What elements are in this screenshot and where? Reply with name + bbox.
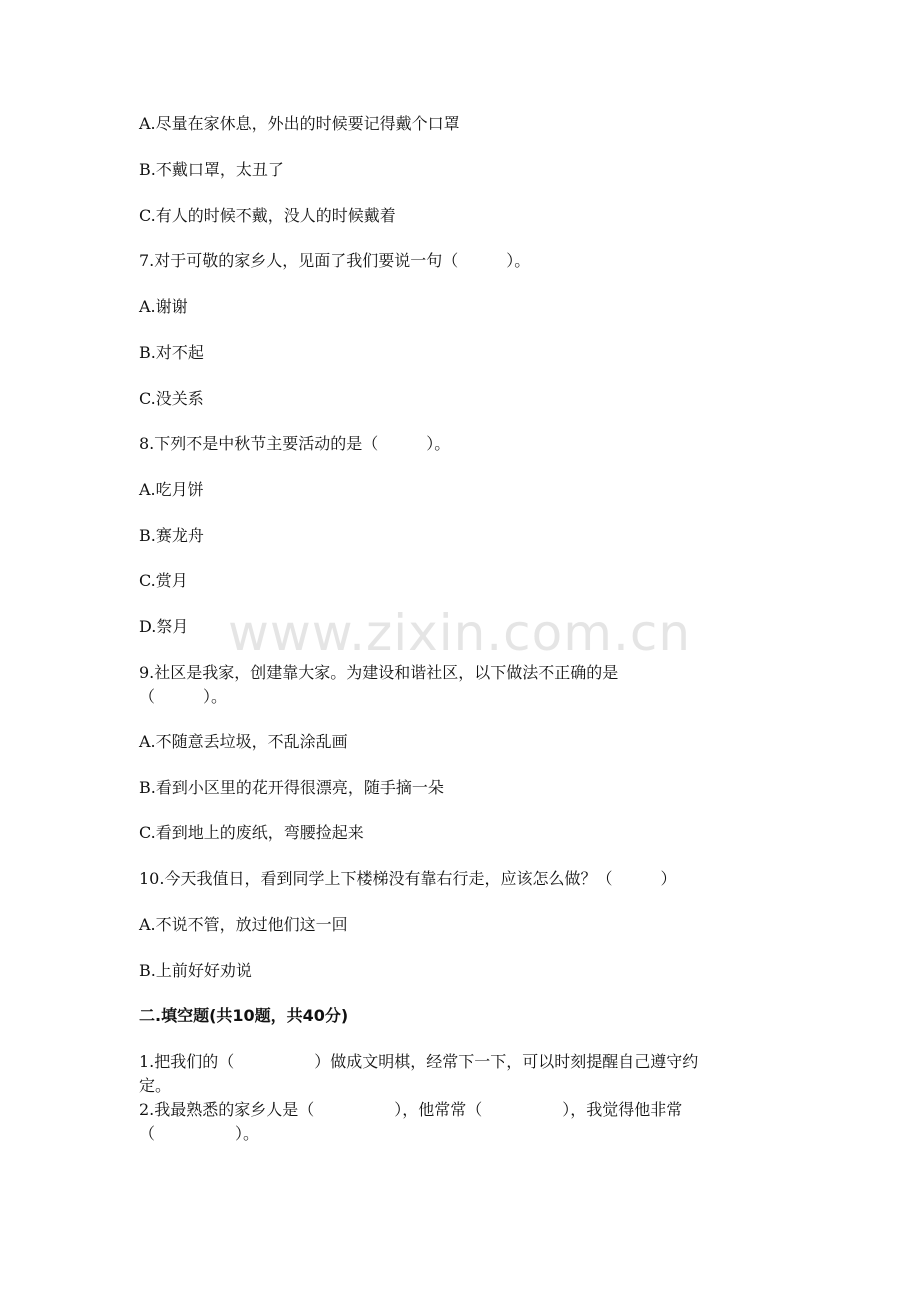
fill1-line2: 定。 xyxy=(139,1076,172,1095)
q9-option-b: B.看到小区里的花开得很漂亮，随手摘一朵 xyxy=(139,778,444,797)
q7-option-b: B.对不起 xyxy=(139,343,204,362)
q9-stem-line1: 9.社区是我家，创建靠大家。为建设和谐社区，以下做法不正确的是 xyxy=(139,663,619,682)
q8-option-c: C.赏月 xyxy=(139,571,188,590)
section-title: 二.填空题(共10题，共40分) xyxy=(139,1006,349,1025)
q8-option-b: B.赛龙舟 xyxy=(139,526,204,545)
q9-stem-line2: （ ）。 xyxy=(139,687,228,706)
q6-option-c: C.有人的时候不戴，没人的时候戴着 xyxy=(139,206,396,225)
q10-option-b: B.上前好好劝说 xyxy=(139,961,252,980)
q9-option-a: A.不随意丢垃圾，不乱涂乱画 xyxy=(139,732,348,751)
q7-stem: 7.对于可敬的家乡人，见面了我们要说一句（ ）。 xyxy=(139,251,531,270)
fill2-line2: （ ）。 xyxy=(139,1124,260,1143)
q7-option-a: A.谢谢 xyxy=(139,297,188,316)
q8-option-a: A.吃月饼 xyxy=(139,480,204,499)
q8-stem: 8.下列不是中秋节主要活动的是（ ）。 xyxy=(139,434,451,453)
q8-option-d: D.祭月 xyxy=(139,617,189,636)
q10-stem: 10.今天我值日，看到同学上下楼梯没有靠右行走，应该怎么做？（ ） xyxy=(139,869,677,888)
q6-option-a: A.尽量在家休息，外出的时候要记得戴个口罩 xyxy=(139,114,460,133)
q7-option-c: C.没关系 xyxy=(139,389,204,408)
q9-option-c: C.看到地上的废纸，弯腰捡起来 xyxy=(139,823,364,842)
fill2-line1: 2.我最熟悉的家乡人是（ ），他常常（ ），我觉得他非常 xyxy=(139,1100,683,1119)
watermark: www.zixin.com.cn xyxy=(228,604,692,662)
fill1-line1: 1.把我们的（ ）做成文明棋，经常下一下，可以时刻提醒自己遵守约 xyxy=(139,1052,699,1071)
q6-option-b: B.不戴口罩，太丑了 xyxy=(139,160,284,179)
q10-option-a: A.不说不管，放过他们这一回 xyxy=(139,915,348,934)
